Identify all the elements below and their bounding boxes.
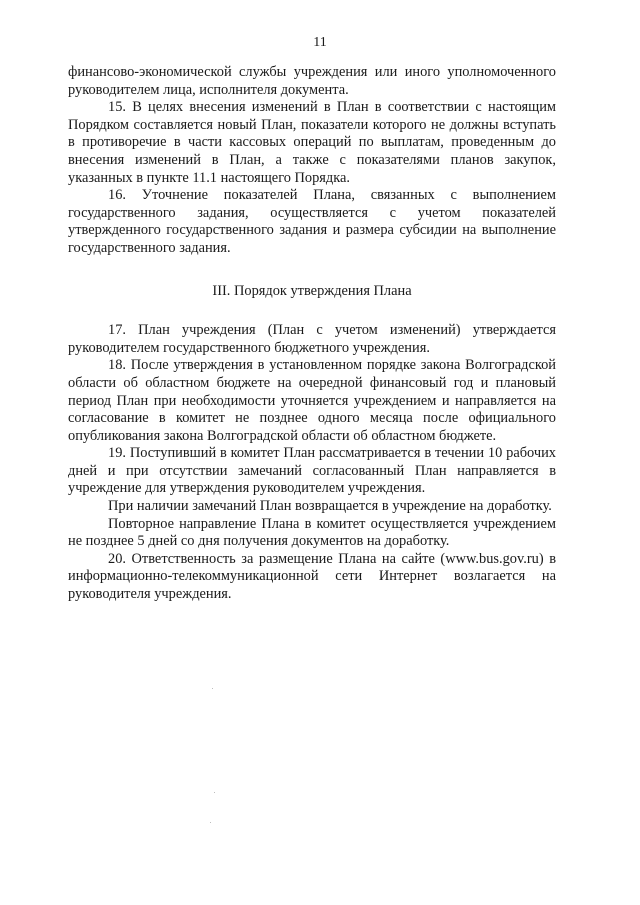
paragraph-19: 19. Поступивший в комитет План рассматривается в течении 10 рабочих дней и при отсутствии замечаний согласованный План направляется в учреждение для утверждения руководителем учреждения. [68,445,556,497]
paragraph-19-remarks: При наличии замечаний План возвращается в учреждение на доработку. [108,498,552,515]
scan-speck [212,688,213,689]
scan-speck [210,822,211,823]
paragraph-18: 18. После утверждения в установленном порядке закона Волгоградской области об областном бюджете на очередной финансовый год и плановый период План при необходимости уточняется учреждением и направляется на согласование в комитет не позднее одного месяца после официального опубликования закона Волгоградской области об областном бюджете. [68,357,556,444]
paragraph-continuation: финансово-экономической службы учреждения или иного уполномоченного руководителем лица, исполнителя документа. [68,64,556,98]
paragraph-19-resubmission: Повторное направление Плана в комитет осуществляется учреждением не позднее 5 дней со дня получения документов на доработку. [68,515,556,550]
paragraph-20: 20. Ответственность за размещение Плана на сайте (www.bus.gov.ru) в информационно-телекоммуникационной сети Интернет возлагается на руководителя учреждения. [68,550,556,603]
section-heading: III. Порядок утверждения Плана [212,282,412,299]
paragraph-17: 17. План учреждения (План с учетом изменений) утверждается руководителем государственного бюджетного учреждения. [68,322,556,356]
paragraph-16: 16. Уточнение показателей Плана, связанных с выполнением государственного задания, осуществляется с учетом показателей утвержденного государственного задания и размера субсидии на выполнение государственного задания. [68,187,556,256]
document-body [68,64,556,604]
paragraph-15: 15. В целях внесения изменений в План в соответствии с настоящим Порядком составляется новый План, показатели которого не должны вступать в противоречие в части кассовых операций по выплатам, проведенным до внесения изменений в План, а также с показателями планов закупок, указанных в пункте 11.1 настоящего Порядка. [68,99,556,186]
scan-speck [214,792,215,793]
page-number: 11 [313,35,327,50]
